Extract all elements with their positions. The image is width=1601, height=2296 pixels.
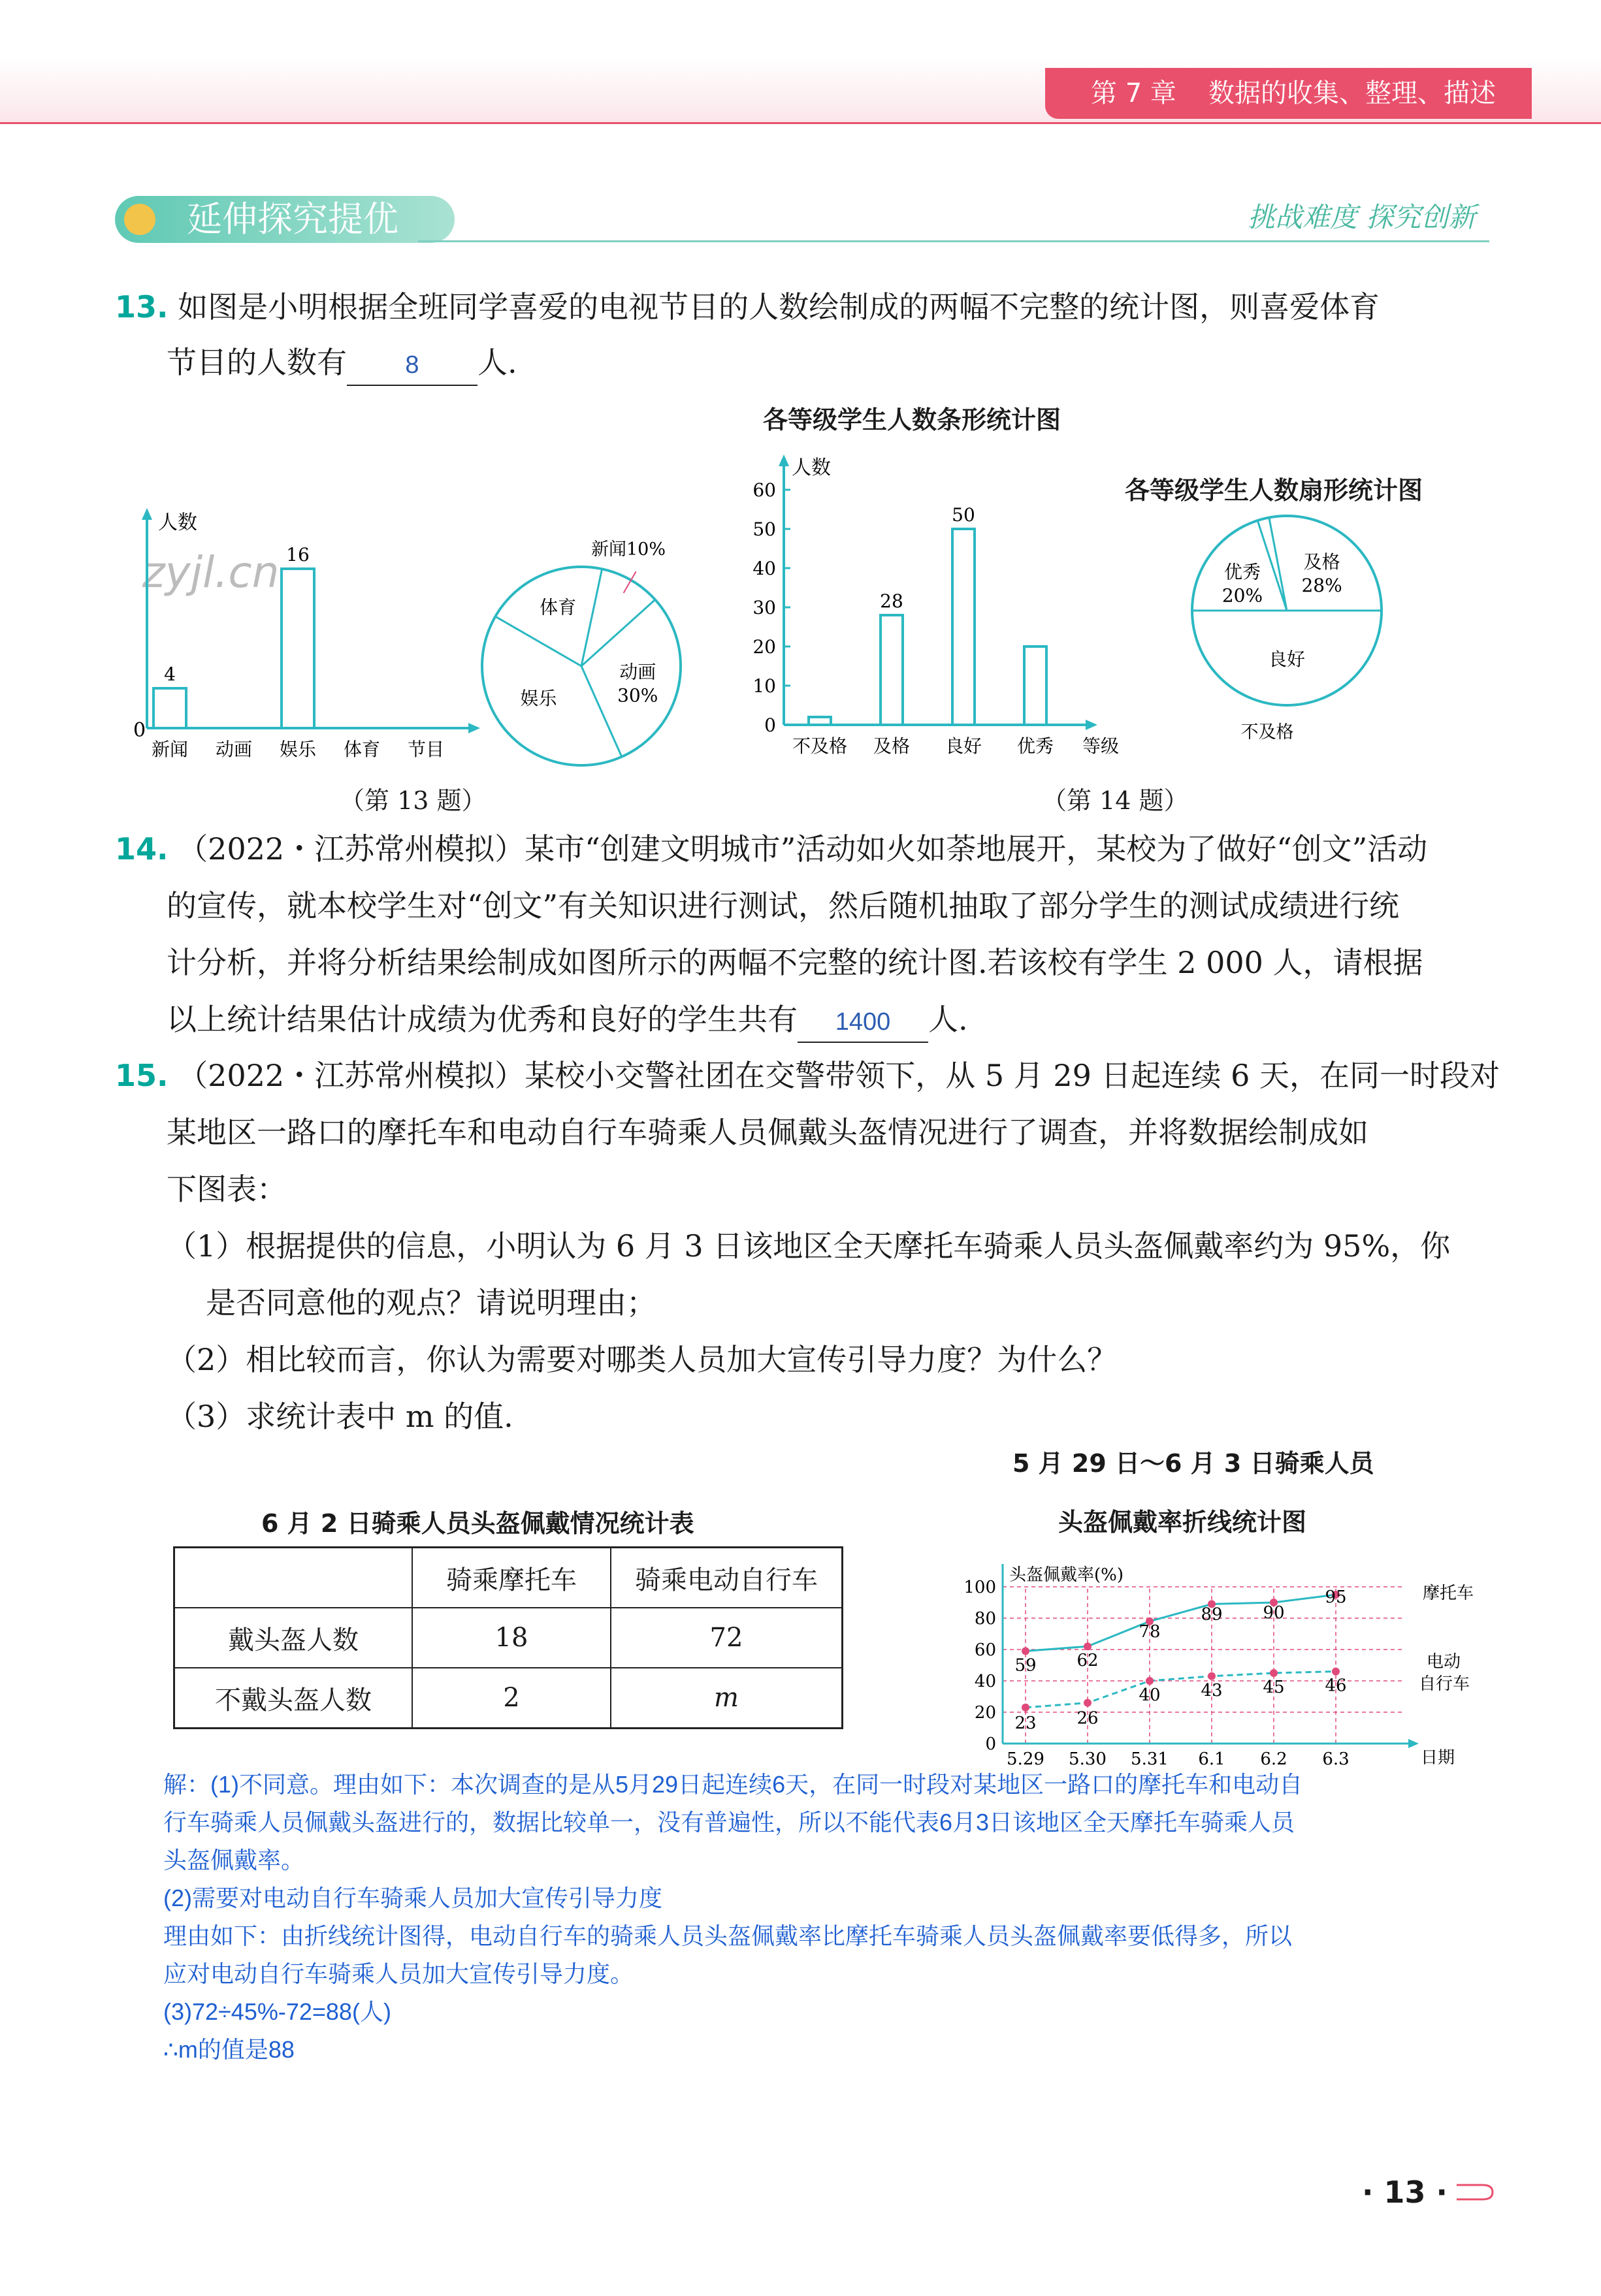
q14-caption: （第 14 题） [1042,786,1189,815]
q15-legend-moto: 摩托车 [1423,1584,1474,1603]
q15-point [1084,1642,1092,1650]
q14-tick-label: 10 [752,675,776,697]
q14-tick-label: 40 [752,558,776,579]
header-rule [0,122,1601,124]
q14-pie-label: 良好 [1268,648,1306,671]
q13-bar-chart [124,503,490,771]
q14-number: 14. [115,831,169,867]
q15-x-arrow [1408,1739,1419,1748]
q13-origin: 0 [133,719,146,742]
q13-text2a: 节目的人数有 [167,345,347,380]
q15-point-label: 95 [1325,1587,1347,1607]
q15-point-label: 43 [1201,1680,1223,1700]
q13-bar [154,688,186,728]
q13-tick-label: 动画 [215,739,253,760]
q14-text4a: 以上统计结果估计成绩为优秀和良好的学生共有 [167,1002,798,1037]
q14-xlabel: 等级 [1082,735,1120,757]
q14-answer-blank: 1400 [798,1002,928,1043]
q15-sub1b: 是否同意他的观点？请说明理由； [206,1285,656,1320]
q14-pie-pct: 28% [1301,575,1342,597]
q15-x-label: 5.30 [1069,1749,1107,1769]
q13-pie-slice-edge [495,616,581,666]
table-header-cell: 骑乘电动自行车 [611,1548,843,1608]
q13-tick-label: 娱乐 [279,739,317,760]
q14-bar-chart [745,444,1130,764]
q14-text1: （2022・江苏常州模拟）某市“创建文明城市”活动如火如荼地展开，某校为了做好“创文”活动 [178,831,1428,867]
q15-chart-title2: 头盔佩戴率折线统计图 [1058,1508,1307,1537]
table-header-cell [174,1548,413,1608]
q15-point [1022,1704,1029,1712]
q13-ylabel: 人数 [158,511,197,534]
answer-line: 头盔佩戴率。 [163,1847,305,1873]
q15-point-label: 40 [1139,1685,1161,1705]
q14-tick-label: 50 [752,518,776,540]
table-row [174,1608,843,1668]
q14-bar [881,615,903,725]
q14-bar [809,717,831,725]
q13-line1 [115,287,1380,327]
answer-line: ∴m的值是88 [163,2036,295,2063]
q13-pie-chart [477,529,751,771]
watermark: zyjl.cn [142,547,280,598]
q15-x-label: 6.1 [1198,1749,1225,1769]
q14-category-label: 优秀 [1016,735,1054,757]
answer-line: 理由如下：由折线统计图得，电动自行车的骑乘人员头盔佩戴率比摩托车骑乘人员头盔佩戴率要低得多，所以 [163,1922,1293,1949]
section-banner [115,196,455,243]
q15-stat-table [173,1546,843,1729]
q14-data-label: 50 [952,504,975,526]
q14-tick-label: 30 [752,597,776,618]
answer-line: 解：(1)不同意。理由如下：本次调查的是从5月29日起连续6天，在同一时段对某地区一路口的摩托车和电动自 [163,1771,1303,1798]
q15-sub1a: （1）根据提供的信息，小明认为 6 月 3 日该地区全天摩托车骑乘人员头盔佩戴率约为 95%，你 [167,1228,1451,1264]
q15-x-label: 6.2 [1260,1749,1287,1769]
q15-point [1022,1647,1029,1655]
q13-y-arrow [142,508,152,520]
q14-pie-pct: 20% [1221,584,1263,607]
q14-pie-label: 不及格 [1240,722,1294,742]
q15-sub3: （3）求统计表中 m 的值. [167,1399,513,1434]
chapter-number: 第 7 章 [1091,78,1176,108]
q13-tick-label: 节目 [407,739,445,760]
answer-line: 应对电动自行车骑乘人员加大宣传引导力度。 [163,1960,634,1987]
answer-line: (2)需要对电动自行车骑乘人员加大宣传引导力度 [163,1885,662,1911]
q15-point-label: 62 [1076,1651,1099,1671]
q15-tick-label: 20 [974,1703,996,1723]
book-icon [124,204,155,235]
q14-category-label: 不及格 [792,735,848,757]
table-cell: 2 [412,1668,611,1729]
page-number: · 13 · [1362,2175,1447,2210]
q15-point-label: 26 [1076,1708,1099,1729]
q15-sub2: （2）相比较而言，你认为需要对哪类人员加大宣传引导力度？为什么？ [167,1342,1118,1377]
q14-bar-title: 各等级学生人数条形统计图 [763,406,1061,434]
q15-tick-label: 60 [974,1640,996,1660]
chapter-header [1045,68,1532,119]
section-title: 延伸探究提优 [187,199,398,240]
table-cell: 戴头盔人数 [174,1608,413,1668]
q15-series-line [1026,1672,1336,1708]
q14-data-label: 28 [880,590,903,612]
q14-text4b: 人. [928,1002,968,1037]
q13-text1: 如图是小明根据全班同学喜爱的电视节目的人数绘制成的两幅不完整的统计图，则喜爱体育 [178,289,1380,325]
q13-tick-label: 体育 [343,739,381,760]
q15-point [1332,1668,1340,1676]
q15-point-label: 23 [1014,1713,1037,1733]
table-cell: 72 [611,1608,843,1668]
q15-text1: （2022・江苏常州模拟）某校小交警社团在交警带领下，从 5 月 29 日起连续 6 天，在同一时段对 [178,1058,1500,1093]
q13-bar [282,569,314,728]
table-row [174,1668,843,1729]
q14-ylabel: 人数 [792,456,831,479]
q13-data-label: 16 [286,544,310,566]
q14-tick-label: 0 [764,714,776,736]
q15-xlabel: 日期 [1421,1748,1455,1768]
q15-point-label: 46 [1325,1676,1347,1696]
q15-point [1270,1669,1278,1677]
q15-tick-label: 40 [974,1672,996,1691]
q15-chart-title1: 5 月 29 日～6 月 3 日骑乘人员 [1012,1449,1374,1478]
q13-pie-label: 娱乐 [520,687,557,709]
page-arrow-icon [1457,2182,1496,2202]
q15-x-label: 6.3 [1322,1749,1350,1769]
q15-tick-label: 100 [963,1578,996,1597]
q15-series-line [1026,1595,1336,1651]
q15-point-label: 59 [1014,1655,1037,1676]
q15-legend-bike1: 电动 [1427,1652,1461,1672]
q14-pie-label: 优秀 [1223,561,1261,583]
q15-line2: 某地区一路口的摩托车和电动自行车骑乘人员佩戴头盔情况进行了调查，并将数据绘制成如 [167,1115,1368,1150]
q14-category-label: 及格 [873,735,911,757]
q13-pie-label: 动画 [619,661,656,683]
q14-line4 [167,1000,968,1043]
table-cell: 不戴头盔人数 [174,1668,413,1729]
q15-number: 15. [115,1058,169,1093]
q14-pie-label: 及格 [1303,551,1340,573]
q13-number: 13. [115,289,169,325]
q15-tick-label: 80 [974,1609,996,1629]
q14-category-label: 良好 [945,735,982,757]
q13-tick-label: 新闻 [151,739,189,760]
q15-point [1084,1699,1092,1707]
q13-line2 [167,343,517,386]
q15-point [1146,1677,1154,1685]
table-cell: 18 [412,1608,611,1668]
chapter-title: 数据的收集、整理、描述 [1208,78,1496,108]
q13-answer-blank: 8 [347,345,477,386]
table-cell: m [611,1668,843,1729]
q15-legend-bike2: 自行车 [1419,1674,1470,1694]
q13-pie-slice-edge [581,666,622,757]
q15-point [1208,1672,1216,1680]
q15-x-label: 5.29 [1007,1749,1044,1769]
q15-x-label: 5.31 [1131,1749,1169,1769]
q13-data-label: 4 [164,663,176,685]
q13-text2b: 人. [477,345,517,380]
q14-tick-label: 60 [752,479,776,501]
q14-pie-chart [1176,503,1437,751]
section-tagline: 挑战难度 探究创新 [1248,201,1476,233]
q14-line1 [115,829,1427,869]
table-header-row [174,1548,843,1608]
q15-tick-label: 0 [985,1734,996,1754]
q14-line3: 计分析，并将分析结果绘制成如图所示的两幅不完整的统计图.若该校有学生 2 000 人，请根据 [167,945,1423,980]
q15-point-label: 90 [1263,1603,1285,1623]
q15-table-title: 6 月 2 日骑乘人员头盔佩戴情况统计表 [261,1509,694,1538]
q15-point-label: 89 [1201,1604,1223,1625]
q13-pie-pct: 30% [617,684,658,707]
q13-pie-label: 体育 [540,596,577,618]
q14-bar [952,529,975,725]
q15-line1 [115,1056,1500,1095]
q15-point-label: 45 [1263,1678,1285,1697]
section-rule [418,240,1489,242]
q15-line3: 下图表： [167,1172,287,1207]
q14-bar [1024,646,1046,725]
q14-tick-label: 20 [752,636,776,658]
q14-line2: 的宣传，就本校学生对“创文”有关知识进行测试，然后随机抽取了部分学生的测试成绩进行统 [167,888,1400,923]
table-header-cell: 骑乘摩托车 [412,1548,611,1608]
q13-caption: （第 13 题） [340,786,487,815]
q13-pie-label: 新闻10% [591,539,666,560]
q15-ylabel: 头盔佩戴率(%) [1009,1565,1124,1585]
q15-point-label: 78 [1139,1621,1161,1642]
answer-line: 行车骑乘人员佩戴头盔进行的，数据比较单一，没有普遍性，所以不能代表6月3日该地区全天摩托车骑乘人员 [163,1809,1295,1836]
answer-line: (3)72÷45%-72=88(人) [163,1998,391,2025]
q15-line-chart [954,1551,1474,1779]
q14-pie-title: 各等级学生人数扇形统计图 [1125,476,1423,505]
